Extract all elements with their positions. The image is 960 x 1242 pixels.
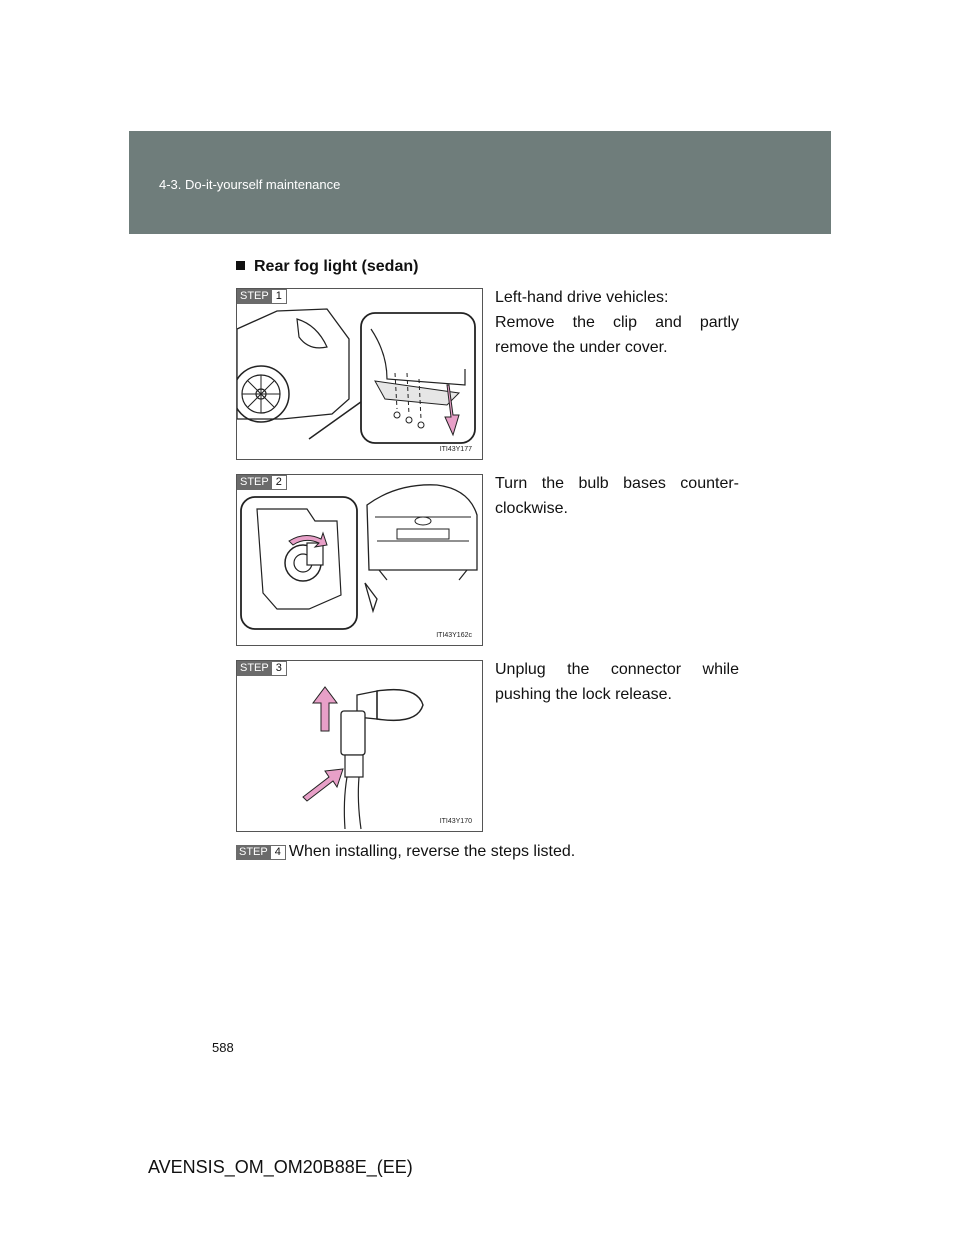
step4-badge: STEP 4 [236, 845, 286, 860]
step4-text: When installing, reverse the steps listed. [288, 843, 576, 860]
step1-figure-code: ITI43Y177 [439, 446, 472, 453]
connector-unplug-illustration [237, 661, 482, 831]
step3-figure [236, 660, 483, 832]
step1-figure [236, 288, 483, 460]
step2-line-1: Turn the bulb bases counter-clockwise. [495, 475, 739, 517]
bulb-base-rotation-illustration [237, 475, 482, 645]
step3-text [495, 657, 739, 707]
step1-line-1: Left-hand drive vehicles: [495, 289, 669, 306]
step3-figure-code: ITI43Y170 [439, 818, 472, 825]
step1-badge: STEP 1 [237, 289, 287, 304]
step2-figure [236, 474, 483, 646]
step2-badge: STEP 2 [237, 475, 287, 490]
step3-line-1: Unplug the connector while pushing the lock release. [495, 661, 739, 703]
section-header [129, 131, 831, 234]
step2-text [495, 471, 739, 521]
subsection-heading [236, 258, 418, 276]
step2-figure-code: ITI43Y162c [436, 632, 472, 639]
square-bullet-icon [236, 261, 245, 270]
step1-text [495, 285, 739, 360]
step3-badge: STEP 3 [237, 661, 287, 676]
section-title: 4-3. Do-it-yourself maintenance [159, 177, 341, 192]
car-rear-underside-illustration [237, 289, 482, 459]
heading-text: Rear fog light (sedan) [254, 258, 419, 275]
page-number: 588 [212, 1040, 234, 1055]
step4-row [236, 843, 575, 861]
step1-line-2: Remove the clip and partly remove the under cover. [495, 314, 739, 356]
document-id: AVENSIS_OM_OM20B88E_(EE) [148, 1157, 413, 1177]
